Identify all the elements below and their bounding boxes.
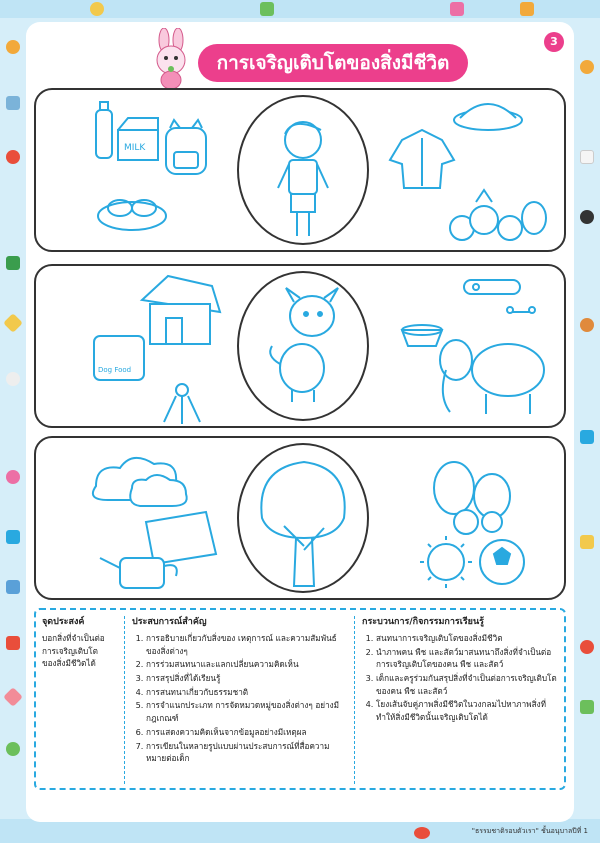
column-divider xyxy=(354,616,355,784)
apple-icon xyxy=(6,150,20,164)
experience-item: 1. การอธิบายเกี่ยวกับสิ่งของ เหตุการณ์ และความสัมพันธ์ของสิ่งต่างๆ xyxy=(146,632,348,657)
activity-item: 2. นำภาพคน พืช และสัตว์มาสนทนาถึงสิ่งที่จำเป็นต่อการเจริญเติบโตของคน พืช และสัตว์ xyxy=(376,646,562,671)
vegetables-drawing xyxy=(450,190,546,240)
objective-section xyxy=(42,616,120,670)
dog-bowl-drawing xyxy=(402,325,442,346)
experience-item: 6. การแสดงความคิดเห็นจากข้อมูลอย่างมีเหตุผล xyxy=(146,726,348,739)
sprout-icon xyxy=(6,742,20,756)
book-stack-icon xyxy=(260,2,274,16)
column-divider xyxy=(124,616,125,784)
pencil-top-icon xyxy=(520,2,534,16)
experience-item: 4. การสนทนาเกี่ยวกับธรรมชาติ xyxy=(146,686,348,699)
doghouse-drawing xyxy=(142,276,220,344)
flower-icon xyxy=(6,470,20,484)
objective-line: บอกสิ่งที่จำเป็นต่อ xyxy=(42,632,105,643)
rice-sack-drawing xyxy=(146,512,216,564)
matching-panel-animal xyxy=(34,264,566,428)
sun-icon xyxy=(90,2,104,16)
car-icon xyxy=(6,530,20,544)
lesson-info-box xyxy=(34,608,566,790)
activity-item: 4. โยงเส้นจับคู่ภาพสิ่งมีชีวิตในวงกลมไปหาภาพสิ่งที่ทำให้สิ่งมีชีวิตนั้นเจริญเติบโตได้ xyxy=(376,698,562,723)
activities-section xyxy=(362,616,562,725)
balloon-icon xyxy=(580,640,594,654)
page-title: การเจริญเติบโตของสิ่งมีชีวิต xyxy=(198,44,468,82)
matching-panel-plant xyxy=(34,436,566,600)
ball-icon xyxy=(580,210,594,224)
experience-item: 3. การสรุปสิ่งที่ได้เรียนรู้ xyxy=(146,672,348,685)
objective-line: การเจริญเติบโต xyxy=(42,645,98,656)
leafy-vegetables-drawing xyxy=(434,462,510,534)
elephant-drawing xyxy=(440,340,544,414)
starfish-icon xyxy=(3,687,23,707)
rice-plate-drawing xyxy=(454,104,522,130)
bone-drawing xyxy=(507,307,535,313)
bus-icon xyxy=(6,636,20,650)
worksheet-page xyxy=(26,22,574,822)
plant-icon xyxy=(580,700,594,714)
squirrel-icon xyxy=(580,318,594,332)
tshirt-icon xyxy=(580,150,594,164)
water-bottle-drawing xyxy=(96,102,112,158)
milk-label: MILK xyxy=(124,143,146,153)
dog-food-label: Dog Food xyxy=(98,366,132,374)
ruler-icon xyxy=(3,313,23,333)
dog-food-bag-drawing xyxy=(94,336,144,380)
bunny-mascot-icon xyxy=(142,28,200,90)
experiences-section xyxy=(132,616,348,766)
shirt-drawing xyxy=(390,130,454,188)
backpack-icon xyxy=(580,430,594,444)
objective-heading: จุดประสงค์ xyxy=(42,617,85,627)
cloud-drawing xyxy=(93,458,187,506)
shuttlecock-drawing xyxy=(164,384,200,424)
food-plate-drawing xyxy=(98,200,166,230)
experience-item: 5. การจำแนกประเภท การจัดหมวดหมู่ของสิ่งต่างๆ อย่างมีกฎเกณฑ์ xyxy=(146,699,348,724)
boy-drawing xyxy=(278,122,328,236)
book-icon xyxy=(6,96,20,110)
experience-item: 2. การร่วมสนทนาและแลกเปลี่ยนความคิดเห็น xyxy=(146,658,348,671)
candy-icon xyxy=(450,2,464,16)
crab-icon xyxy=(414,827,430,839)
chalkboard-icon xyxy=(6,256,20,270)
activities-heading: กระบวนการ/กิจกรรมการเรียนรู้ xyxy=(362,617,484,627)
milk-box-icon xyxy=(6,580,20,594)
tree-drawing xyxy=(261,462,344,586)
sun-drawing xyxy=(420,536,472,588)
lightbulb-icon xyxy=(580,60,594,74)
pencil-icon xyxy=(580,535,594,549)
activity-item: 1. สนทนาการเจริญเติบโตของสิ่งมีชีวิต xyxy=(376,632,562,645)
soccer-ball-drawing xyxy=(480,540,524,584)
rabbit-icon xyxy=(6,372,20,386)
objective-line: ของสิ่งมีชีวิตได้ xyxy=(42,658,96,669)
alarm-clock-icon xyxy=(6,40,20,54)
experiences-heading: ประสบการณ์สำคัญ xyxy=(132,617,207,627)
collar-drawing xyxy=(464,280,520,294)
matching-panel-person xyxy=(34,88,566,252)
experience-item: 7. การเขียนในหลายรูปแบบผ่านประสบการณ์ที่สื่อความหมายต่อเด็ก xyxy=(146,740,348,765)
backpack-drawing xyxy=(166,120,206,174)
activity-item: 3. เด็กและครูร่วมกันสรุปสิ่งที่จำเป็นต่อการเจริญเติบโตของคน พืช และสัตว์ xyxy=(376,672,562,697)
dog-drawing xyxy=(270,288,338,402)
milk-carton-drawing xyxy=(118,118,158,160)
footer-caption: "ธรรมชาติรอบตัวเรา" ชั้นอนุบาลปีที่ 1 xyxy=(471,827,588,835)
page-number: 3 xyxy=(544,32,564,52)
